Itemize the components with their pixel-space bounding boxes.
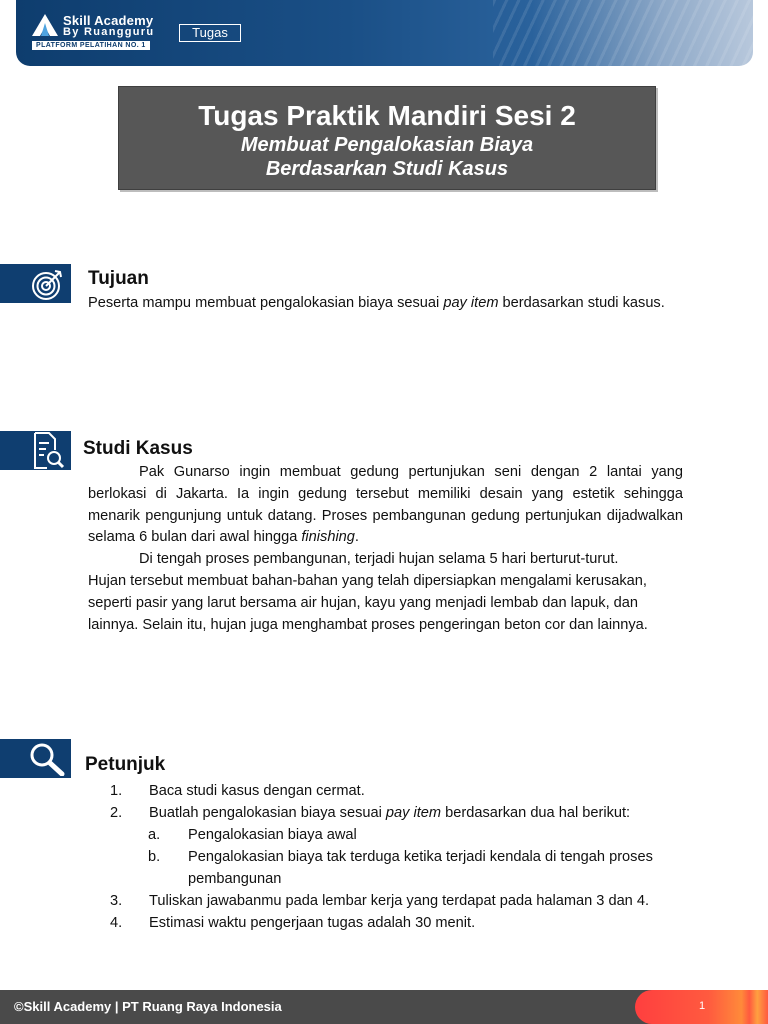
sub-list-item [88,824,688,846]
studi-kasus-p1-end: . [354,529,359,546]
list-number: 4. [110,915,123,931]
sub-list-item-text: Pengalokasian biaya tak terduga ketika terjadi kendala di tengah proses pembangunan [188,849,653,887]
list-item-text: Baca studi kasus dengan cermat. [149,783,365,799]
list-number: 3. [110,893,123,909]
tujuan-text [88,293,683,315]
sub-list-letter: a. [148,827,161,843]
studi-kasus-paragraph-1 [88,462,683,549]
list-item-text: Estimasi waktu pengerjaan tugas adalah 30 menit. [149,915,476,931]
studi-kasus-heading: Studi Kasus [83,438,193,459]
banner-decoration [493,0,753,66]
sub-list-item-text: Pengalokasian biaya awal [188,827,357,843]
tujuan-text-italic: pay item [443,295,499,311]
skill-academy-logo [32,14,58,36]
tujuan-text-part2: berdasarkan studi kasus. [498,295,665,311]
list-item-text: Buatlah pengalokasian biaya sesuai [149,805,386,821]
tujuan-heading: Tujuan [88,268,149,289]
petunjuk-list [88,780,688,934]
tujuan-text-part1: Peserta mampu membuat pengalokasian biaya sesuai [88,295,444,311]
sub-list-item [88,846,688,890]
list-item-text: Tuliskan jawabanmu pada lembar kerja yang terdapat pada halaman 3 dan 4. [149,893,650,909]
header-banner [16,0,753,66]
studi-kasus-paragraph-3: Hujan tersebut membuat bahan-bahan yang telah dipersiapkan mengalami kerusakan, seperti pasir yang larut bersama air hujan, kayu yang menjadi lembab dan lapuk, dan lainnya. Selain itu, hujan juga menghambat proses pengeringan beton cor dan lainnya. [88,573,648,633]
magnifier-icon [29,742,65,776]
target-icon [31,267,65,301]
studi-kasus-p1-text: Pak Gunarso ingin membuat gedung pertunjukan seni dengan 2 lantai yang berlokasi di Jakarta. Ia ingin gedung tersebut memiliki desain yang estetik sehingga menarik pengunjung untuk datang. Proses pembangunan gedung pertunjukan dijadwalkan selama 6 bulan dari awal hingga [88,464,683,546]
brand-name: Skill Academy [63,13,154,28]
document-search-icon [31,432,65,470]
brand-tagline: PLATFORM PELATIHAN NO. 1 [32,41,150,50]
footer-copyright: ©Skill Academy | PT Ruang Raya Indonesia [14,999,282,1014]
page-number: 1 [699,1000,706,1012]
list-number: 1. [110,783,123,799]
sub-list-letter: b. [148,849,161,865]
title-box [118,86,656,190]
studi-kasus-icon-block [0,431,71,470]
tujuan-icon-block [0,264,71,303]
list-number: 2. [110,805,123,821]
petunjuk-heading: Petunjuk [85,754,166,775]
list-item [88,780,688,802]
brand-subtitle: By Ruangguru [63,26,155,38]
list-item [88,890,688,912]
title-subtitle-line2: Berdasarkan Studi Kasus [265,158,509,180]
studi-kasus-p1-italic: finishing [301,529,355,546]
petunjuk-icon-block [0,739,71,778]
title-subtitle-line1: Membuat Pengalokasian Biaya [240,134,534,156]
studi-kasus-paragraph-2: Di tengah proses pembangunan, terjadi hujan selama 5 hari berturut-turut. [139,551,619,567]
list-item [88,912,688,934]
list-item [88,802,688,824]
footer-bar [0,990,768,1024]
list-item-text: berdasarkan dua hal berikut: [441,805,631,821]
list-item-italic: pay item [385,805,442,821]
page-title: Tugas Praktik Mandiri Sesi 2 [198,100,576,131]
tugas-tag: Tugas [179,24,241,42]
